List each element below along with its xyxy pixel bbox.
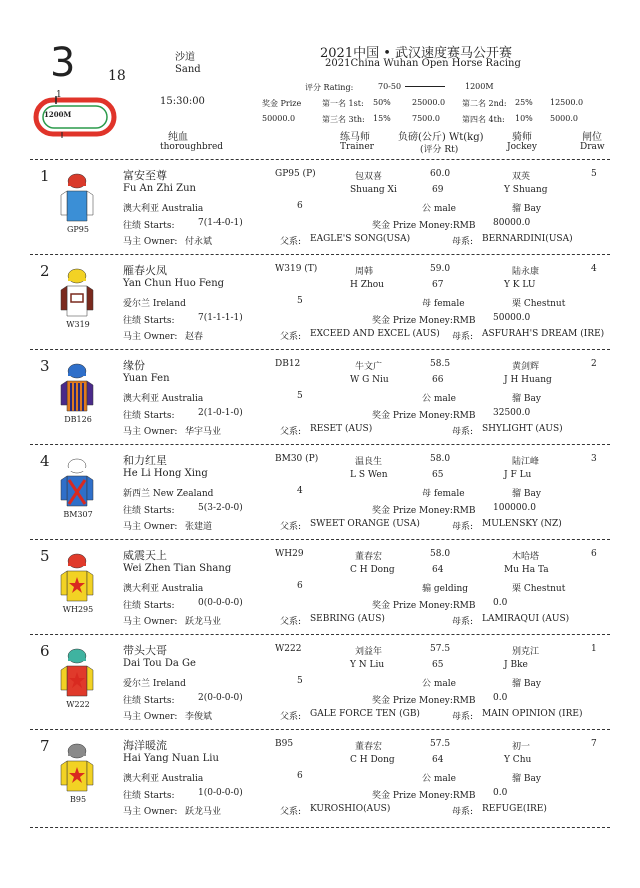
horse-code: WH29 (275, 549, 304, 559)
horse-colour: 骝 Bay (512, 394, 541, 404)
horse-name-cn: 和力红星 (123, 454, 167, 467)
owner-label: 马主 Owner: (123, 807, 178, 817)
horse-code: GP95 (P) (275, 169, 316, 179)
horse-rating: 64 (432, 755, 444, 765)
trainer-en: H Zhou (350, 280, 384, 290)
horse-entry (0, 256, 640, 352)
horse-rating: 65 (432, 660, 444, 670)
horse-name-en: Dai Tou Da Ge (123, 658, 196, 669)
jockey-en: J Bke (504, 660, 528, 670)
place4-pct: 10% (515, 114, 533, 123)
place2-amount: 12500.0 (550, 98, 584, 107)
place3-pct: 15% (373, 114, 391, 123)
sire-name: KUROSHIO(AUS) (310, 804, 391, 814)
prize-total: 50000.0 (262, 114, 296, 123)
sire-name: EAGLE'S SONG(USA) (310, 234, 411, 244)
col-weight-en: (评分 Rt) (420, 145, 459, 155)
prize-label: 奖金 Prize (262, 99, 302, 108)
owner-name: 赵春 (185, 332, 204, 342)
starts-value: 0(0-0-0-0) (198, 598, 243, 608)
horse-name-en: Hai Yang Nuan Liu (123, 753, 219, 764)
horse-sex: 公 male (422, 679, 456, 689)
horse-sex: 母 female (422, 489, 465, 499)
jockey-cn: 陆永康 (512, 267, 540, 277)
silk-code: DB126 (64, 415, 92, 424)
entry-number: 3 (40, 357, 50, 375)
horse-code: W319 (T) (275, 264, 318, 274)
breed-en: thoroughbred (160, 142, 224, 152)
carried-weight: 58.0 (430, 549, 451, 559)
col-trainer-en: Trainer (340, 142, 374, 152)
trainer-en: C H Dong (350, 565, 395, 575)
dam-name: SHYLIGHT (AUS) (482, 424, 563, 434)
prize-money-value: 100000.0 (493, 503, 536, 513)
horse-name-en: Fu An Zhi Zun (123, 183, 196, 194)
horse-name-en: Yuan Fen (123, 373, 170, 384)
trainer-cn: 董春宏 (355, 742, 383, 752)
trainer-cn: 刘益年 (355, 647, 383, 657)
owner-label: 马主 Owner: (123, 617, 178, 627)
entry-number: 5 (40, 547, 50, 565)
dam-label: 母系: (452, 332, 474, 342)
horse-rating: 69 (432, 185, 444, 195)
horse-colour: 骝 Bay (512, 774, 541, 784)
horse-age: 6 (297, 771, 303, 781)
trainer-cn: 温良生 (355, 457, 383, 467)
jockey-cn: 木哈塔 (512, 552, 540, 562)
sire-name: SWEET ORANGE (USA) (310, 519, 420, 529)
horse-age: 6 (297, 581, 303, 591)
draw-number: 4 (591, 264, 597, 274)
starts-value: 1(0-0-0-0) (198, 788, 243, 798)
carried-weight: 58.0 (430, 454, 451, 464)
carried-weight: 57.5 (430, 739, 451, 749)
track-en: Sand (175, 64, 201, 75)
carried-weight: 59.0 (430, 264, 451, 274)
dam-label: 母系: (452, 617, 474, 627)
starts-label: 往绩 Starts: (123, 696, 175, 706)
jockey-en: Y Shuang (504, 185, 548, 195)
horse-age: 5 (297, 391, 303, 401)
sire-name: EXCEED AND EXCEL (AUS) (310, 329, 440, 339)
starts-label: 往绩 Starts: (123, 411, 175, 421)
jockey-cn: 黄剑辉 (512, 362, 540, 372)
jockey-silks-icon (60, 458, 94, 508)
owner-name: 跃龙马业 (185, 807, 222, 817)
horse-origin: 爱尔兰 Ireland (123, 299, 186, 309)
prize-money-value: 0.0 (493, 693, 508, 703)
horse-code: W222 (275, 644, 302, 654)
horse-age: 4 (297, 486, 303, 496)
horse-origin: 爱尔兰 Ireland (123, 679, 186, 689)
sire-name: GALE FORCE TEN (GB) (310, 709, 420, 719)
owner-name: 跃龙马业 (185, 617, 222, 627)
sire-name: SEBRING (AUS) (310, 614, 385, 624)
horse-origin: 澳大利亚 Australia (123, 774, 204, 784)
trainer-cn: 董春宏 (355, 552, 383, 562)
draw-number: 6 (591, 549, 597, 559)
jockey-en: J H Huang (504, 375, 552, 385)
col-trainer-cn: 练马师 (340, 132, 370, 143)
horse-name-cn: 富安至尊 (123, 169, 167, 182)
dam-label: 母系: (452, 522, 474, 532)
runners-count: 18 (108, 68, 126, 84)
horse-name-en: Yan Chun Huo Feng (123, 278, 225, 289)
prize-money-label: 奖金 Prize Money:RMB (372, 791, 476, 801)
prize-money-value: 32500.0 (493, 408, 531, 418)
horse-sex: 公 male (422, 394, 456, 404)
horse-name-cn: 带头大哥 (123, 644, 167, 657)
sire-label: 父系: (280, 332, 302, 342)
owner-label: 马主 Owner: (123, 332, 178, 342)
horse-entry (0, 731, 640, 827)
dam-name: MULENSKY (NZ) (482, 519, 562, 529)
owner-name: 华宇马业 (185, 427, 222, 437)
place1-pct: 50% (373, 98, 391, 107)
sire-label: 父系: (280, 522, 302, 532)
sire-label: 父系: (280, 427, 302, 437)
horse-origin: 澳大利亚 Australia (123, 584, 204, 594)
horse-entry (0, 446, 640, 542)
trainer-en: C H Dong (350, 755, 395, 765)
starts-value: 7(1-1-1-1) (198, 313, 243, 323)
horse-sex: 公 male (422, 204, 456, 214)
track-diagram (32, 94, 118, 138)
horse-age: 6 (297, 201, 303, 211)
prize-money-value: 50000.0 (493, 313, 531, 323)
horse-name-en: He Li Hong Xing (123, 468, 208, 479)
place2-label: 第二名 2nd: (462, 99, 507, 108)
owner-label: 马主 Owner: (123, 522, 178, 532)
place4-amount: 5000.0 (550, 114, 578, 123)
trainer-en: L S Wen (350, 470, 388, 480)
horse-age: 5 (297, 296, 303, 306)
race-title-cn: 2021中国 • 武汉速度赛马公开赛 (320, 46, 513, 61)
row-separator (30, 827, 610, 828)
entry-number: 4 (40, 452, 50, 470)
trainer-cn: 牛文广 (355, 362, 383, 372)
dam-name: LAMIRAQUI (AUS) (482, 614, 570, 624)
place4-label: 第四名 4th: (462, 115, 505, 124)
owner-label: 马主 Owner: (123, 237, 178, 247)
start-time: 15:30:00 (160, 96, 205, 107)
sire-label: 父系: (280, 807, 302, 817)
place3-label: 第三名 3th: (322, 115, 365, 124)
entry-number: 7 (40, 737, 50, 755)
sire-label: 父系: (280, 712, 302, 722)
horse-code: DB12 (275, 359, 301, 369)
breed-cn: 纯血 (168, 132, 188, 143)
horse-entry (0, 541, 640, 637)
prize-money-label: 奖金 Prize Money:RMB (372, 696, 476, 706)
starts-label: 往绩 Starts: (123, 791, 175, 801)
trainer-cn: 包双喜 (355, 172, 383, 182)
horse-rating: 64 (432, 565, 444, 575)
trainer-cn: 周韩 (355, 267, 374, 277)
sire-label: 父系: (280, 237, 302, 247)
prize-money-label: 奖金 Prize Money:RMB (372, 221, 476, 231)
draw-number: 7 (591, 739, 597, 749)
dam-name: REFUGE(IRE) (482, 804, 547, 814)
horse-code: B95 (275, 739, 294, 749)
carried-weight: 60.0 (430, 169, 451, 179)
prize-money-label: 奖金 Prize Money:RMB (372, 411, 476, 421)
entry-number: 1 (40, 167, 50, 185)
sire-label: 父系: (280, 617, 302, 627)
dam-label: 母系: (452, 237, 474, 247)
horse-entry (0, 161, 640, 257)
rating-value: 70-50 (378, 82, 402, 91)
track-cn: 沙道 (175, 52, 195, 63)
starts-label: 往绩 Starts: (123, 221, 175, 231)
horse-name-cn: 雁春火凤 (123, 264, 167, 277)
horse-colour: 栗 Chestnut (512, 584, 566, 594)
distance-value: 1200M (465, 82, 494, 91)
silk-code: GP95 (67, 225, 89, 234)
jockey-silks-icon (60, 743, 94, 793)
dam-name: BERNARDINI(USA) (482, 234, 573, 244)
dam-label: 母系: (452, 427, 474, 437)
owner-name: 付永斌 (185, 237, 213, 247)
entry-number: 2 (40, 262, 50, 280)
owner-name: 张建道 (185, 522, 213, 532)
starts-label: 往绩 Starts: (123, 601, 175, 611)
place1-label: 第一名 1st: (322, 99, 364, 108)
draw-number: 1 (591, 644, 597, 654)
track-diagram-label: 1200M (44, 110, 72, 119)
sire-name: RESET (AUS) (310, 424, 373, 434)
jockey-en: J F Lu (504, 470, 532, 480)
horse-origin: 澳大利亚 Australia (123, 394, 204, 404)
horse-colour: 骝 Bay (512, 489, 541, 499)
starts-value: 2(1-0-1-0) (198, 408, 243, 418)
silk-code: WH295 (62, 605, 94, 614)
prize-money-value: 0.0 (493, 598, 508, 608)
starts-value: 2(0-0-0-0) (198, 693, 243, 703)
starts-label: 往绩 Starts: (123, 506, 175, 516)
draw-number: 3 (591, 454, 597, 464)
owner-label: 马主 Owner: (123, 712, 178, 722)
trainer-en: Y N Liu (350, 660, 385, 670)
jockey-en: Mu Ha Ta (504, 565, 549, 575)
horse-rating: 67 (432, 280, 444, 290)
jockey-cn: 陆江峰 (512, 457, 540, 467)
place3-amount: 7500.0 (412, 114, 440, 123)
horse-sex: 母 female (422, 299, 465, 309)
jockey-cn: 初一 (512, 742, 531, 752)
starts-value: 5(3-2-0-0) (198, 503, 243, 513)
prize-money-value: 80000.0 (493, 218, 531, 228)
dam-label: 母系: (452, 712, 474, 722)
horse-name-en: Wei Zhen Tian Shang (123, 563, 232, 574)
jockey-en: Y K LU (504, 280, 536, 290)
col-jockey-cn: 骑师 (512, 132, 532, 143)
horse-name-cn: 威震天上 (123, 549, 167, 562)
starts-value: 7(1-4-0-1) (198, 218, 243, 228)
horse-entry (0, 351, 640, 447)
col-weight-cn: 负磅(公斤) Wt(kg) (398, 132, 484, 143)
draw-number: 5 (591, 169, 597, 179)
jockey-cn: 别克江 (512, 647, 540, 657)
jockey-silks-icon (60, 648, 94, 698)
dam-name: MAIN OPINION (IRE) (482, 709, 583, 719)
jockey-silks-icon (60, 173, 94, 223)
prize-money-label: 奖金 Prize Money:RMB (372, 316, 476, 326)
dam-label: 母系: (452, 807, 474, 817)
jockey-cn: 双英 (512, 172, 531, 182)
horse-sex: 骟 gelding (422, 584, 469, 594)
horse-name-cn: 海洋暖流 (123, 739, 167, 752)
horse-rating: 66 (432, 375, 444, 385)
col-draw-en: Draw (580, 142, 605, 152)
race-title-en: 2021China Wuhan Open Horse Racing (325, 58, 521, 69)
draw-number: 2 (591, 359, 597, 369)
horse-rating: 65 (432, 470, 444, 480)
entry-number: 6 (40, 642, 50, 660)
jockey-silks-icon (60, 553, 94, 603)
horse-colour: 骝 Bay (512, 204, 541, 214)
start-marker: 1 (56, 90, 62, 100)
jockey-silks-icon (60, 363, 94, 413)
silk-code: W319 (66, 320, 90, 329)
horse-colour: 骝 Bay (512, 679, 541, 689)
horse-entry (0, 636, 640, 732)
race-number: 3 (50, 40, 76, 86)
col-jockey-en: Jockey (507, 142, 537, 152)
owner-name: 李俊斌 (185, 712, 213, 722)
place2-pct: 25% (515, 98, 533, 107)
prize-money-label: 奖金 Prize Money:RMB (372, 506, 476, 516)
carried-weight: 57.5 (430, 644, 451, 654)
col-draw-cn: 闸位 (582, 132, 602, 143)
horse-name-cn: 缘份 (123, 359, 145, 372)
row-separator (30, 159, 610, 160)
horse-origin: 澳大利亚 Australia (123, 204, 204, 214)
horse-age: 5 (297, 676, 303, 686)
jockey-silks-icon (60, 268, 94, 318)
prize-money-label: 奖金 Prize Money:RMB (372, 601, 476, 611)
carried-weight: 58.5 (430, 359, 451, 369)
horse-code: BM30 (P) (275, 454, 319, 464)
distance-line (405, 86, 445, 87)
trainer-en: Shuang Xi (350, 185, 397, 195)
horse-origin: 新西兰 New Zealand (123, 489, 214, 499)
owner-label: 马主 Owner: (123, 427, 178, 437)
starts-label: 往绩 Starts: (123, 316, 175, 326)
prize-money-value: 0.0 (493, 788, 508, 798)
horse-sex: 公 male (422, 774, 456, 784)
dam-name: ASFURAH'S DREAM (IRE) (482, 329, 605, 339)
rating-label: 评分 Rating: (305, 83, 354, 92)
silk-code: W222 (66, 700, 90, 709)
trainer-en: W G Niu (350, 375, 389, 385)
jockey-en: Y Chu (504, 755, 532, 765)
silk-code: BM307 (63, 510, 93, 519)
horse-colour: 栗 Chestnut (512, 299, 566, 309)
silk-code: B95 (69, 795, 87, 804)
place1-amount: 25000.0 (412, 98, 446, 107)
